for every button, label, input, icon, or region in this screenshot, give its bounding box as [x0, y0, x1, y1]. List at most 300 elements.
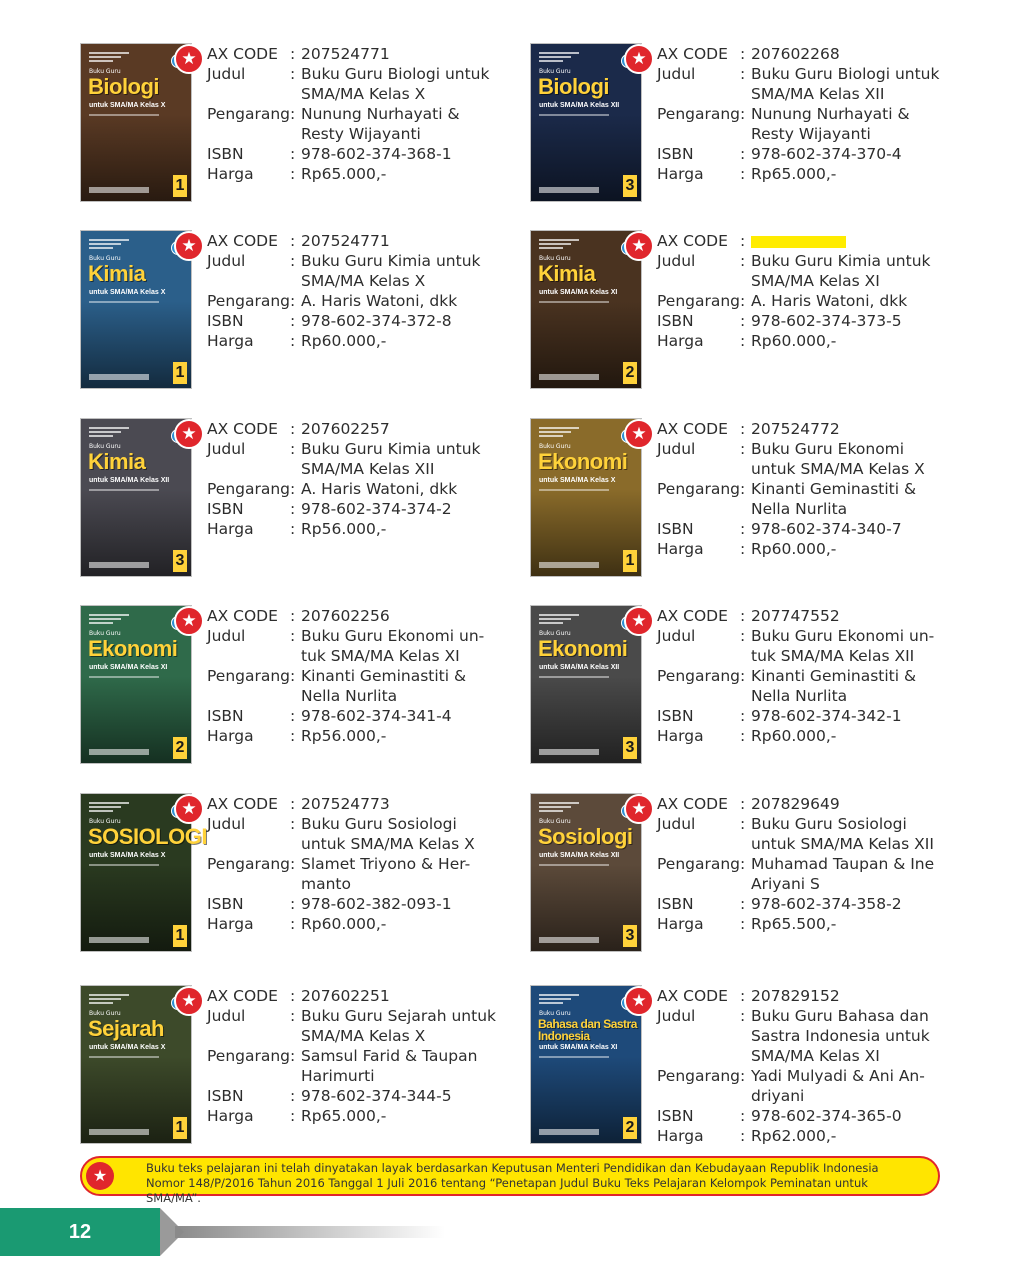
- pengarang-row: [657, 666, 967, 706]
- harga-value: Rp56.000,-: [301, 520, 387, 538]
- cover-stripe: [89, 864, 159, 866]
- pengarang-row: [207, 666, 517, 706]
- colon: :: [290, 105, 296, 123]
- colon: :: [290, 252, 296, 270]
- judul-row: [657, 64, 967, 104]
- ax-code-label: AX CODE: [207, 420, 278, 438]
- judul-value: SMA/MA Kelas X: [301, 1027, 426, 1045]
- ax-code-label: AX CODE: [657, 232, 728, 250]
- pengarang-label: Pengarang: [207, 855, 291, 873]
- ax-code-value: 207524771: [301, 232, 390, 250]
- cover-footer: [539, 374, 599, 380]
- judul-label: Judul: [657, 1007, 696, 1025]
- judul-value: SMA/MA Kelas XI: [751, 272, 880, 290]
- isbn-value: 978-602-374-373-5: [751, 312, 902, 330]
- harga-label: Harga: [207, 915, 254, 933]
- colon: :: [740, 795, 746, 813]
- book-entry: [531, 44, 971, 214]
- judul-label: Judul: [207, 440, 246, 458]
- judul-value: Sastra Indonesia untuk: [751, 1027, 930, 1045]
- isbn-label: ISBN: [657, 1107, 694, 1125]
- highlight-mark: [751, 236, 846, 248]
- judul-value: Buku Guru Kimia untuk: [751, 252, 931, 270]
- harga-label: Harga: [657, 1127, 704, 1145]
- colon: :: [290, 627, 296, 645]
- colon: :: [290, 855, 296, 873]
- ax-code-value: 207829649: [751, 795, 840, 813]
- colon: :: [740, 520, 746, 538]
- pengarang-row: [207, 854, 517, 894]
- judul-row: [657, 1006, 967, 1066]
- cover-level: untuk SMA/MA Kelas X: [89, 102, 166, 109]
- isbn-row: [207, 144, 517, 164]
- cover-stripe: [89, 676, 159, 678]
- ax-code-row: [207, 986, 517, 1006]
- judul-label: Judul: [657, 627, 696, 645]
- isbn-row: [657, 311, 967, 331]
- isbn-label: ISBN: [207, 145, 244, 163]
- ax-code-row: [657, 419, 967, 439]
- colon: :: [740, 1067, 746, 1085]
- colon: :: [290, 332, 296, 350]
- isbn-label: ISBN: [657, 895, 694, 913]
- isbn-row: [657, 894, 967, 914]
- colon: :: [740, 480, 746, 498]
- star-icon: ★: [174, 794, 204, 824]
- pengarang-row: [657, 291, 967, 311]
- harga-value: Rp60.000,-: [301, 915, 387, 933]
- colon: :: [290, 1047, 296, 1065]
- cover-subject: Ekonomi: [88, 636, 178, 661]
- ax-code-row: [657, 794, 967, 814]
- ax-code-label: AX CODE: [207, 232, 278, 250]
- page-number: 12: [68, 1221, 92, 1243]
- pengarang-label: Pengarang: [207, 667, 291, 685]
- book-info: [207, 606, 517, 746]
- cover-volume-number: 3: [623, 175, 637, 197]
- star-icon: ★: [624, 606, 654, 636]
- judul-value: Buku Guru Kimia untuk: [301, 440, 481, 458]
- book-entry: [81, 419, 521, 589]
- pengarang-value: Nella Nurlita: [301, 687, 398, 705]
- star-icon: ★: [174, 231, 204, 261]
- colon: :: [290, 232, 296, 250]
- pengarang-row: [657, 104, 967, 144]
- cover-authors: [89, 800, 129, 814]
- isbn-label: ISBN: [657, 145, 694, 163]
- pengarang-label: Pengarang: [207, 480, 291, 498]
- book-cover: [81, 231, 191, 388]
- harga-value: Rp65.000,-: [301, 165, 387, 183]
- cover-subject: Sosiologi: [538, 824, 633, 849]
- colon: :: [740, 145, 746, 163]
- colon: :: [740, 1107, 746, 1125]
- pengarang-row: [207, 479, 517, 499]
- harga-value: Rp60.000,-: [751, 332, 837, 350]
- harga-row: [657, 539, 967, 559]
- harga-row: [207, 914, 517, 934]
- cover-volume-number: 2: [623, 1117, 637, 1139]
- book-info: [657, 419, 967, 559]
- cover-top-label: Buku Guru: [89, 255, 121, 262]
- colon: :: [290, 1007, 296, 1025]
- colon: :: [740, 312, 746, 330]
- colon: :: [290, 65, 296, 83]
- colon: :: [740, 855, 746, 873]
- isbn-value: 978-602-374-374-2: [301, 500, 452, 518]
- cover-top-label: Buku Guru: [89, 1010, 121, 1017]
- colon: :: [290, 145, 296, 163]
- harga-row: [207, 1106, 517, 1126]
- cover-level: untuk SMA/MA Kelas X: [89, 852, 166, 859]
- cover-level: untuk SMA/MA Kelas XII: [539, 664, 620, 671]
- book-entry: [531, 794, 971, 964]
- ax-code-value: 207602251: [301, 987, 390, 1005]
- cover-stripe: [539, 864, 609, 866]
- ax-code-row: [657, 606, 967, 626]
- isbn-value: 978-602-374-358-2: [751, 895, 902, 913]
- isbn-row: [657, 1106, 967, 1126]
- cover-top-label: Buku Guru: [539, 68, 571, 75]
- isbn-row: [207, 1086, 517, 1106]
- judul-row: [657, 626, 967, 666]
- pengarang-label: Pengarang: [657, 667, 741, 685]
- colon: :: [740, 252, 746, 270]
- harga-value: Rp65.000,-: [301, 1107, 387, 1125]
- isbn-value: 978-602-374-368-1: [301, 145, 452, 163]
- star-icon: ★: [624, 419, 654, 449]
- cover-footer: [89, 187, 149, 193]
- book-entry: [81, 986, 521, 1156]
- cover-level: untuk SMA/MA Kelas X: [89, 1044, 166, 1051]
- star-icon: ★: [624, 794, 654, 824]
- judul-value: untuk SMA/MA Kelas X: [301, 835, 475, 853]
- book-info: [207, 44, 517, 184]
- isbn-value: 978-602-374-372-8: [301, 312, 452, 330]
- ax-code-label: AX CODE: [657, 607, 728, 625]
- isbn-label: ISBN: [207, 707, 244, 725]
- isbn-value: 978-602-374-342-1: [751, 707, 902, 725]
- cover-footer: [539, 187, 599, 193]
- judul-value: Buku Guru Ekonomi un-: [751, 627, 935, 645]
- harga-label: Harga: [207, 1107, 254, 1125]
- cover-volume-number: 1: [173, 1117, 187, 1139]
- book-cover: [81, 44, 191, 201]
- colon: :: [740, 440, 746, 458]
- cover-level: untuk SMA/MA Kelas XII: [539, 852, 620, 859]
- cover-subject: SOSIOLOGI: [88, 824, 207, 849]
- pengarang-value: Slamet Triyono & Her-: [301, 855, 471, 873]
- harga-row: [657, 1126, 967, 1146]
- book-info: [657, 44, 967, 184]
- cover-footer: [89, 374, 149, 380]
- cover-volume-number: 2: [623, 362, 637, 384]
- cover-subject: Biologi: [88, 74, 160, 99]
- ax-code-row: [657, 231, 967, 251]
- ax-code-value: 207829152: [751, 987, 840, 1005]
- harga-value: Rp56.000,-: [301, 727, 387, 745]
- isbn-row: [657, 706, 967, 726]
- colon: :: [290, 667, 296, 685]
- cover-subject: Kimia: [88, 449, 146, 474]
- harga-row: [207, 164, 517, 184]
- pengarang-value: Nunung Nurhayati &: [751, 105, 910, 123]
- book-info: [657, 794, 967, 934]
- cover-authors: [539, 237, 579, 251]
- star-icon: ★: [174, 606, 204, 636]
- cover-stripe: [89, 489, 159, 491]
- star-icon: ★: [174, 419, 204, 449]
- harga-value: Rp65.500,-: [751, 915, 837, 933]
- pengarang-value: Nella Nurlita: [751, 687, 848, 705]
- isbn-label: ISBN: [207, 1087, 244, 1105]
- cover-stripe: [539, 1056, 609, 1058]
- cover-subject: Kimia: [88, 261, 146, 286]
- star-icon: ★: [86, 1162, 114, 1190]
- pengarang-value: Kinanti Geminastiti &: [751, 480, 917, 498]
- colon: :: [290, 312, 296, 330]
- ax-code-value: 207524771: [301, 45, 390, 63]
- book-entry: [531, 606, 971, 776]
- pengarang-value: A. Haris Watoni, dkk: [301, 292, 458, 310]
- judul-value: untuk SMA/MA Kelas XII: [751, 835, 934, 853]
- isbn-value: 978-602-374-341-4: [301, 707, 452, 725]
- cover-level: untuk SMA/MA Kelas XI: [89, 664, 168, 671]
- pengarang-value: A. Haris Watoni, dkk: [301, 480, 458, 498]
- colon: :: [740, 895, 746, 913]
- cover-volume-number: 3: [623, 737, 637, 759]
- harga-label: Harga: [207, 332, 254, 350]
- colon: :: [290, 815, 296, 833]
- colon: :: [740, 607, 746, 625]
- page-number-bar: [0, 1208, 160, 1256]
- cover-level: untuk SMA/MA Kelas XII: [539, 102, 620, 109]
- cover-authors: [539, 425, 579, 439]
- ax-code-row: [207, 44, 517, 64]
- judul-label: Judul: [207, 815, 246, 833]
- pengarang-row: [657, 1066, 967, 1106]
- judul-label: Judul: [207, 1007, 246, 1025]
- harga-row: [657, 914, 967, 934]
- cover-authors: [539, 992, 579, 1006]
- cover-top-label: Buku Guru: [539, 1010, 571, 1017]
- judul-label: Judul: [207, 65, 246, 83]
- judul-row: [207, 814, 517, 854]
- star-icon: ★: [624, 44, 654, 74]
- cover-footer: [539, 749, 599, 755]
- judul-value: tuk SMA/MA Kelas XI: [301, 647, 460, 665]
- isbn-row: [207, 894, 517, 914]
- cover-top-label: Buku Guru: [539, 630, 571, 637]
- judul-value: SMA/MA Kelas XI: [751, 1047, 880, 1065]
- book-cover: [531, 419, 641, 576]
- cover-volume-number: 3: [173, 550, 187, 572]
- pengarang-row: [207, 291, 517, 311]
- cover-footer: [89, 749, 149, 755]
- harga-label: Harga: [657, 540, 704, 558]
- colon: :: [740, 292, 746, 310]
- colon: :: [290, 895, 296, 913]
- colon: :: [740, 815, 746, 833]
- book-cover: [81, 794, 207, 951]
- star-icon: ★: [174, 986, 204, 1016]
- harga-label: Harga: [657, 165, 704, 183]
- harga-row: [657, 726, 967, 746]
- colon: :: [740, 540, 746, 558]
- colon: :: [740, 1007, 746, 1025]
- judul-row: [657, 439, 967, 479]
- star-icon: ★: [624, 231, 654, 261]
- colon: :: [290, 45, 296, 63]
- harga-row: [657, 331, 967, 351]
- judul-value: Buku Guru Biologi untuk: [301, 65, 490, 83]
- isbn-row: [207, 311, 517, 331]
- judul-value: Buku Guru Sosiologi: [751, 815, 907, 833]
- colon: :: [740, 420, 746, 438]
- colon: :: [290, 440, 296, 458]
- ax-code-row: [207, 231, 517, 251]
- pengarang-value: A. Haris Watoni, dkk: [751, 292, 908, 310]
- cover-top-label: Buku Guru: [89, 68, 121, 75]
- judul-label: Judul: [657, 252, 696, 270]
- judul-label: Judul: [207, 627, 246, 645]
- pengarang-value: Nella Nurlita: [751, 500, 848, 518]
- pengarang-value: driyani: [751, 1087, 805, 1105]
- book-info: [207, 986, 517, 1126]
- book-entry: [531, 986, 971, 1156]
- pengarang-value: Nunung Nurhayati &: [301, 105, 460, 123]
- pengarang-value: Yadi Mulyadi & Ani An-: [751, 1067, 925, 1085]
- book-entry: [531, 419, 971, 589]
- colon: :: [290, 480, 296, 498]
- judul-label: Judul: [657, 815, 696, 833]
- judul-value: tuk SMA/MA Kelas XII: [751, 647, 915, 665]
- colon: :: [740, 707, 746, 725]
- cover-footer: [89, 1129, 149, 1135]
- cover-stripe: [89, 114, 159, 116]
- isbn-label: ISBN: [657, 707, 694, 725]
- cover-volume-number: 3: [623, 925, 637, 947]
- colon: :: [740, 627, 746, 645]
- ax-code-value: 207602256: [301, 607, 390, 625]
- ax-code-row: [207, 606, 517, 626]
- pengarang-value: Muhamad Taupan & Ine: [751, 855, 935, 873]
- ax-code-label: AX CODE: [207, 987, 278, 1005]
- judul-value: SMA/MA Kelas XII: [301, 460, 435, 478]
- judul-value: SMA/MA Kelas X: [301, 272, 426, 290]
- book-entry: [81, 794, 521, 964]
- judul-row: [657, 251, 967, 291]
- book-entry: [81, 231, 521, 401]
- pengarang-value: Harimurti: [301, 1067, 375, 1085]
- harga-label: Harga: [657, 915, 704, 933]
- isbn-row: [207, 499, 517, 519]
- isbn-value: 978-602-374-340-7: [751, 520, 902, 538]
- cover-authors: [89, 425, 129, 439]
- ax-code-row: [657, 44, 967, 64]
- colon: :: [290, 1107, 296, 1125]
- cover-footer: [539, 1129, 599, 1135]
- isbn-value: 978-602-374-370-4: [751, 145, 902, 163]
- judul-row: [207, 251, 517, 291]
- pengarang-label: Pengarang: [657, 480, 741, 498]
- ax-code-value: 207524772: [751, 420, 840, 438]
- judul-value: Buku Guru Sosiologi: [301, 815, 457, 833]
- ax-code-label: AX CODE: [657, 987, 728, 1005]
- cover-top-label: Buku Guru: [89, 630, 121, 637]
- isbn-value: 978-602-382-093-1: [301, 895, 452, 913]
- cover-subject: Bahasa dan Sastra Indonesia: [538, 1017, 637, 1043]
- judul-value: Buku Guru Kimia untuk: [301, 252, 481, 270]
- book-cover: [531, 986, 641, 1143]
- pengarang-value: Ariyani S: [751, 875, 820, 893]
- colon: :: [290, 165, 296, 183]
- colon: :: [740, 915, 746, 933]
- harga-row: [657, 164, 967, 184]
- isbn-label: ISBN: [207, 312, 244, 330]
- pengarang-value: Kinanti Geminastiti &: [751, 667, 917, 685]
- cover-footer: [89, 562, 149, 568]
- colon: :: [290, 707, 296, 725]
- isbn-label: ISBN: [207, 500, 244, 518]
- ax-code-value: 207747552: [751, 607, 840, 625]
- pengarang-value: Resty Wijayanti: [751, 125, 871, 143]
- pengarang-value: manto: [301, 875, 351, 893]
- cover-stripe: [89, 1056, 159, 1058]
- book-info: [207, 419, 517, 539]
- pengarang-label: Pengarang: [207, 1047, 291, 1065]
- harga-label: Harga: [657, 727, 704, 745]
- cover-subject: Sejarah: [88, 1016, 164, 1041]
- judul-row: [207, 626, 517, 666]
- judul-value: SMA/MA Kelas XII: [751, 85, 885, 103]
- judul-label: Judul: [657, 440, 696, 458]
- cover-volume-number: 1: [173, 175, 187, 197]
- colon: :: [290, 500, 296, 518]
- page-bar-gradient: [175, 1226, 445, 1238]
- judul-row: [207, 64, 517, 104]
- ax-code-value: [751, 231, 967, 251]
- harga-row: [207, 726, 517, 746]
- book-info: [207, 231, 517, 351]
- ax-code-row: [657, 986, 967, 1006]
- colon: :: [740, 105, 746, 123]
- harga-row: [207, 331, 517, 351]
- colon: :: [740, 987, 746, 1005]
- colon: :: [740, 332, 746, 350]
- cover-footer: [89, 937, 149, 943]
- colon: :: [740, 45, 746, 63]
- cover-top-label: Buku Guru: [89, 818, 121, 825]
- cover-top-label: Buku Guru: [539, 255, 571, 262]
- book-info: [207, 794, 517, 934]
- pengarang-label: Pengarang: [657, 1067, 741, 1085]
- pengarang-label: Pengarang: [657, 292, 741, 310]
- book-cover: [531, 44, 641, 201]
- cover-stripe: [539, 301, 609, 303]
- cover-stripe: [89, 301, 159, 303]
- colon: :: [290, 420, 296, 438]
- ax-code-label: AX CODE: [207, 795, 278, 813]
- book-cover: [81, 986, 191, 1143]
- harga-value: Rp60.000,-: [751, 727, 837, 745]
- cover-top-label: Buku Guru: [89, 443, 121, 450]
- cover-stripe: [539, 489, 609, 491]
- ax-code-row: [207, 794, 517, 814]
- cover-stripe: [539, 114, 609, 116]
- harga-label: Harga: [657, 332, 704, 350]
- harga-label: Harga: [207, 520, 254, 538]
